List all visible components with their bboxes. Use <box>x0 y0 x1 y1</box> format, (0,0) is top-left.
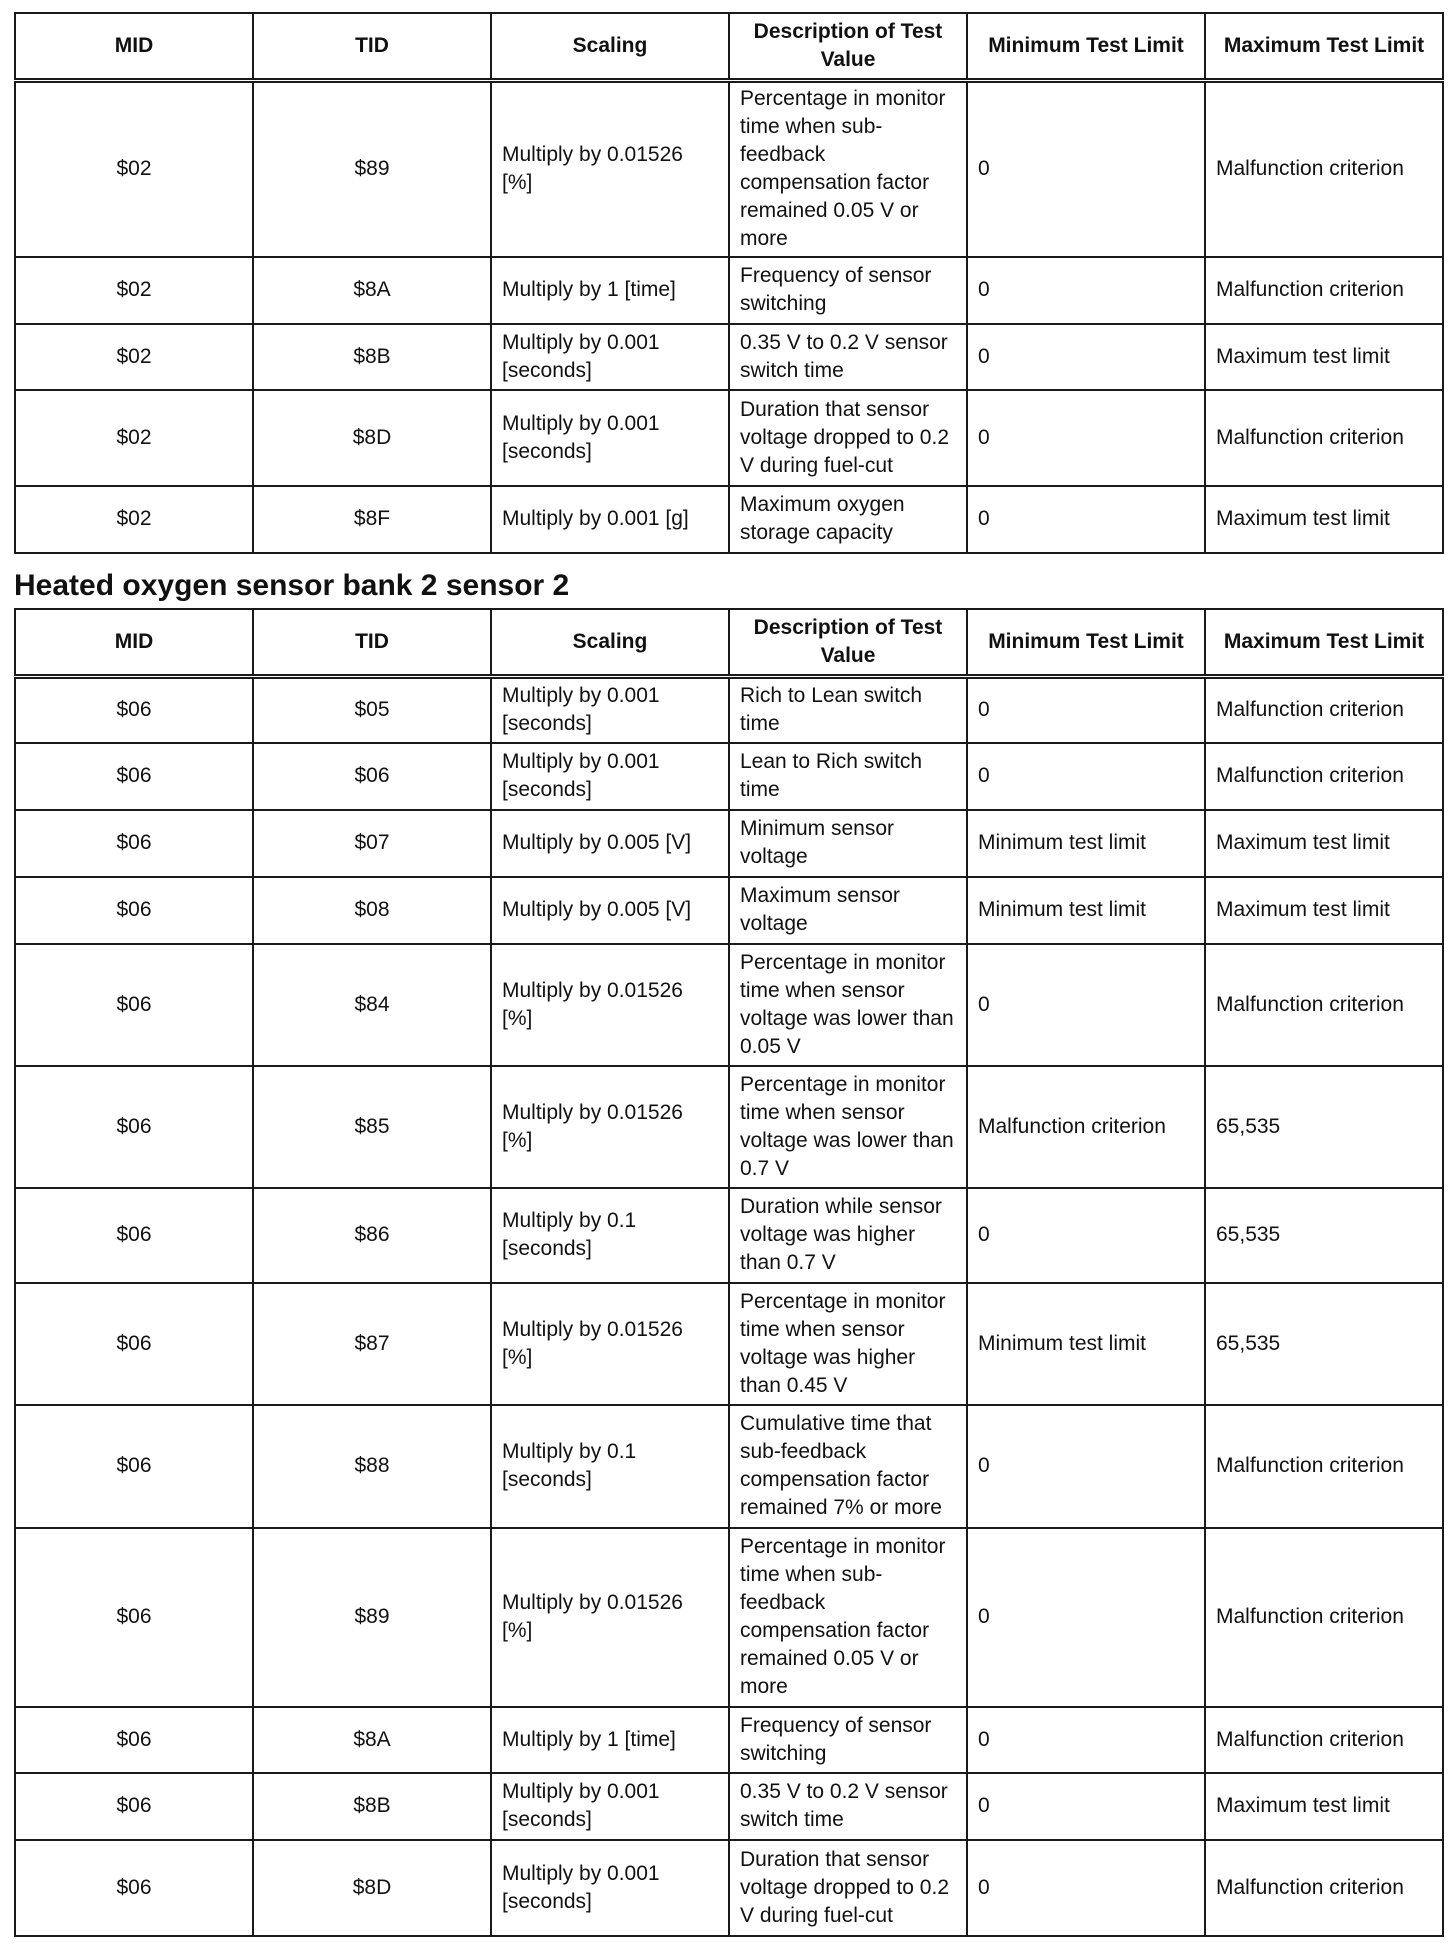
cell-min-limit: 0 <box>967 324 1205 390</box>
cell-scaling: Multiply by 0.1 [seconds] <box>491 1188 729 1283</box>
cell-tid: $8B <box>253 324 491 390</box>
cell-max-limit: 65,535 <box>1205 1188 1443 1283</box>
cell-mid: $02 <box>15 81 253 257</box>
cell-max-limit: Malfunction criterion <box>1205 1840 1443 1936</box>
cell-min-limit: 0 <box>967 1840 1205 1936</box>
cell-min-limit: 0 <box>967 743 1205 810</box>
section-title: Heated oxygen sensor bank 2 sensor 2 <box>14 569 570 602</box>
cell-tid: $8A <box>253 257 491 324</box>
cell-description: Frequency of sensor switching <box>729 1707 967 1773</box>
cell-scaling: Multiply by 0.005 [V] <box>491 810 729 877</box>
cell-scaling: Multiply by 0.001 [seconds] <box>491 743 729 810</box>
table-row <box>15 81 1443 257</box>
cell-max-limit: Malfunction criterion <box>1205 1405 1443 1528</box>
cell-max-limit: Malfunction criterion <box>1205 743 1443 810</box>
header-row <box>15 609 1443 677</box>
table-row <box>15 1283 1443 1405</box>
cell-min-limit: Malfunction criterion <box>967 1066 1205 1188</box>
cell-max-limit: Malfunction criterion <box>1205 81 1443 257</box>
cell-scaling: Multiply by 0.01526 [%] <box>491 1066 729 1188</box>
cell-scaling: Multiply by 1 [time] <box>491 257 729 324</box>
cell-scaling: Multiply by 0.001 [seconds] <box>491 324 729 390</box>
cell-tid: $86 <box>253 1188 491 1283</box>
cell-description: 0.35 V to 0.2 V sensor switch time <box>729 324 967 390</box>
cell-mid: $02 <box>15 324 253 390</box>
cell-description: Duration that sensor voltage dropped to 0.2 V during fuel-cut <box>729 390 967 486</box>
header-mid: MID <box>15 609 253 677</box>
cell-min-limit: 0 <box>967 944 1205 1066</box>
table-row <box>15 743 1443 810</box>
cell-tid: $89 <box>253 1528 491 1707</box>
cell-min-limit: Minimum test limit <box>967 877 1205 944</box>
cell-description: 0.35 V to 0.2 V sensor switch time <box>729 1773 967 1840</box>
table-row <box>15 810 1443 877</box>
cell-mid: $06 <box>15 810 253 877</box>
cell-max-limit: 65,535 <box>1205 1066 1443 1188</box>
cell-tid: $07 <box>253 810 491 877</box>
table-row <box>15 257 1443 324</box>
cell-description: Minimum sensor voltage <box>729 810 967 877</box>
header-tid: TID <box>253 609 491 677</box>
header-max-limit: Maximum Test Limit <box>1205 13 1443 81</box>
cell-description: Maximum sensor voltage <box>729 877 967 944</box>
cell-max-limit: Malfunction criterion <box>1205 1528 1443 1707</box>
cell-max-limit: Malfunction criterion <box>1205 1707 1443 1773</box>
cell-mid: $02 <box>15 257 253 324</box>
cell-tid: $88 <box>253 1405 491 1528</box>
cell-description: Lean to Rich switch time <box>729 743 967 810</box>
cell-tid: $8D <box>253 1840 491 1936</box>
cell-mid: $06 <box>15 1283 253 1405</box>
cell-tid: $87 <box>253 1283 491 1405</box>
cell-min-limit: Minimum test limit <box>967 810 1205 877</box>
cell-min-limit: Minimum test limit <box>967 1283 1205 1405</box>
cell-min-limit: 0 <box>967 1405 1205 1528</box>
cell-description: Maximum oxygen storage capacity <box>729 486 967 553</box>
cell-min-limit: 0 <box>967 677 1205 743</box>
cell-mid: $02 <box>15 390 253 486</box>
table-row <box>15 1066 1443 1188</box>
cell-mid: $06 <box>15 1066 253 1188</box>
cell-mid: $06 <box>15 743 253 810</box>
monitor-table-bank2-sensor2 <box>14 608 1444 1937</box>
table-row <box>15 944 1443 1066</box>
cell-mid: $06 <box>15 1707 253 1773</box>
cell-description: Percentage in monitor time when sensor voltage was lower than 0.05 V <box>729 944 967 1066</box>
cell-scaling: Multiply by 0.01526 [%] <box>491 81 729 257</box>
cell-max-limit: 65,535 <box>1205 1283 1443 1405</box>
header-max-limit: Maximum Test Limit <box>1205 609 1443 677</box>
cell-description: Duration that sensor voltage dropped to 0.2 V during fuel-cut <box>729 1840 967 1936</box>
cell-scaling: Multiply by 0.001 [seconds] <box>491 390 729 486</box>
cell-tid: $85 <box>253 1066 491 1188</box>
cell-scaling: Multiply by 1 [time] <box>491 1707 729 1773</box>
cell-tid: $84 <box>253 944 491 1066</box>
cell-mid: $06 <box>15 944 253 1066</box>
cell-min-limit: 0 <box>967 1528 1205 1707</box>
cell-mid: $06 <box>15 1405 253 1528</box>
cell-min-limit: 0 <box>967 257 1205 324</box>
cell-max-limit: Maximum test limit <box>1205 877 1443 944</box>
table-row <box>15 390 1443 486</box>
cell-max-limit: Maximum test limit <box>1205 810 1443 877</box>
table-row <box>15 1773 1443 1840</box>
cell-scaling: Multiply by 0.005 [V] <box>491 877 729 944</box>
cell-min-limit: 0 <box>967 1188 1205 1283</box>
table-row <box>15 1707 1443 1773</box>
cell-min-limit: 0 <box>967 1773 1205 1840</box>
table-row <box>15 1528 1443 1707</box>
cell-description: Frequency of sensor switching <box>729 257 967 324</box>
cell-max-limit: Maximum test limit <box>1205 486 1443 553</box>
table-row <box>15 677 1443 743</box>
cell-tid: $8B <box>253 1773 491 1840</box>
cell-max-limit: Malfunction criterion <box>1205 257 1443 324</box>
cell-mid: $06 <box>15 1840 253 1936</box>
cell-scaling: Multiply by 0.01526 [%] <box>491 944 729 1066</box>
cell-max-limit: Malfunction criterion <box>1205 390 1443 486</box>
cell-min-limit: 0 <box>967 1707 1205 1773</box>
header-min-limit: Minimum Test Limit <box>967 609 1205 677</box>
cell-min-limit: 0 <box>967 486 1205 553</box>
cell-description: Duration while sensor voltage was higher than 0.7 V <box>729 1188 967 1283</box>
cell-min-limit: 0 <box>967 81 1205 257</box>
header-row <box>15 13 1443 81</box>
cell-scaling: Multiply by 0.001 [seconds] <box>491 1840 729 1936</box>
cell-max-limit: Malfunction criterion <box>1205 944 1443 1066</box>
header-mid: MID <box>15 13 253 81</box>
cell-tid: $89 <box>253 81 491 257</box>
cell-description: Percentage in monitor time when sub-feedback compensation factor remained 0.05 V or more <box>729 81 967 257</box>
cell-scaling: Multiply by 0.01526 [%] <box>491 1283 729 1405</box>
cell-tid: $8D <box>253 390 491 486</box>
cell-max-limit: Maximum test limit <box>1205 1773 1443 1840</box>
cell-description: Percentage in monitor time when sensor voltage was lower than 0.7 V <box>729 1066 967 1188</box>
cell-tid: $8A <box>253 1707 491 1773</box>
header-min-limit: Minimum Test Limit <box>967 13 1205 81</box>
cell-description: Percentage in monitor time when sensor voltage was higher than 0.45 V <box>729 1283 967 1405</box>
cell-scaling: Multiply by 0.001 [seconds] <box>491 1773 729 1840</box>
cell-description: Cumulative time that sub-feedback compensation factor remained 7% or more <box>729 1405 967 1528</box>
cell-mid: $06 <box>15 1188 253 1283</box>
monitor-table-top <box>14 12 1444 554</box>
cell-tid: $05 <box>253 677 491 743</box>
cell-max-limit: Maximum test limit <box>1205 324 1443 390</box>
cell-mid: $06 <box>15 677 253 743</box>
cell-scaling: Multiply by 0.1 [seconds] <box>491 1405 729 1528</box>
cell-scaling: Multiply by 0.01526 [%] <box>491 1528 729 1707</box>
cell-mid: $02 <box>15 486 253 553</box>
cell-scaling: Multiply by 0.001 [seconds] <box>491 677 729 743</box>
cell-description: Rich to Lean switch time <box>729 677 967 743</box>
header-scaling: Scaling <box>491 609 729 677</box>
cell-tid: $06 <box>253 743 491 810</box>
table-row <box>15 1840 1443 1936</box>
cell-tid: $08 <box>253 877 491 944</box>
cell-mid: $06 <box>15 877 253 944</box>
header-description: Description of Test Value <box>729 609 967 677</box>
cell-min-limit: 0 <box>967 390 1205 486</box>
table-row <box>15 1405 1443 1528</box>
header-tid: TID <box>253 13 491 81</box>
header-description: Description of Test Value <box>729 13 967 81</box>
cell-scaling: Multiply by 0.001 [g] <box>491 486 729 553</box>
cell-mid: $06 <box>15 1528 253 1707</box>
header-scaling: Scaling <box>491 13 729 81</box>
cell-description: Percentage in monitor time when sub-feedback compensation factor remained 0.05 V or more <box>729 1528 967 1707</box>
table-row <box>15 324 1443 390</box>
table-row <box>15 486 1443 553</box>
table-row <box>15 1188 1443 1283</box>
cell-max-limit: Malfunction criterion <box>1205 677 1443 743</box>
cell-tid: $8F <box>253 486 491 553</box>
table-row <box>15 877 1443 944</box>
cell-mid: $06 <box>15 1773 253 1840</box>
